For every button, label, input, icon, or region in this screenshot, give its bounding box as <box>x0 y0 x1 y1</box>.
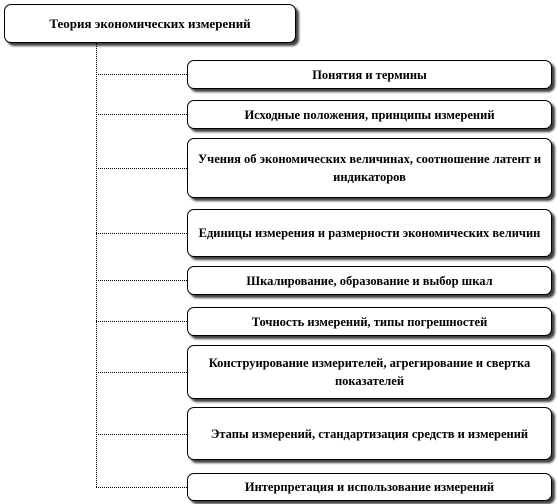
connector-branch-1 <box>96 74 187 75</box>
connector-branch-6 <box>96 321 187 322</box>
connector-branch-7 <box>96 372 187 373</box>
connector-branch-2 <box>96 114 187 115</box>
node-construction: Конструирование измерителей, агрегирование и свертка показателей <box>187 345 552 399</box>
node-scaling: Шкалирование, образование и выбор шкал <box>187 266 552 295</box>
connector-branch-8 <box>96 434 187 435</box>
connector-branch-3 <box>96 168 187 169</box>
node-measurement-stages: Этапы измерений, стандартизация средств и измерений <box>187 407 552 460</box>
connector-spine <box>96 43 97 487</box>
node-units-dimensions: Единицы измерения и размерности экономических величин <box>187 209 552 257</box>
node-accuracy: Точность измерений, типы погрешностей <box>187 307 552 336</box>
node-economic-values: Учения об экономических величинах, соотношение латент и индикаторов <box>187 138 552 198</box>
root-node: Теория экономических измерений <box>4 4 296 43</box>
connector-branch-5 <box>96 280 187 281</box>
connector-branch-9 <box>96 487 187 488</box>
connector-branch-4 <box>96 233 187 234</box>
node-concepts-terms: Понятия и термины <box>187 60 552 89</box>
node-interpretation: Интерпретация и использование измерений <box>187 473 552 501</box>
node-principles: Исходные положения, принципы измерений <box>187 100 552 129</box>
